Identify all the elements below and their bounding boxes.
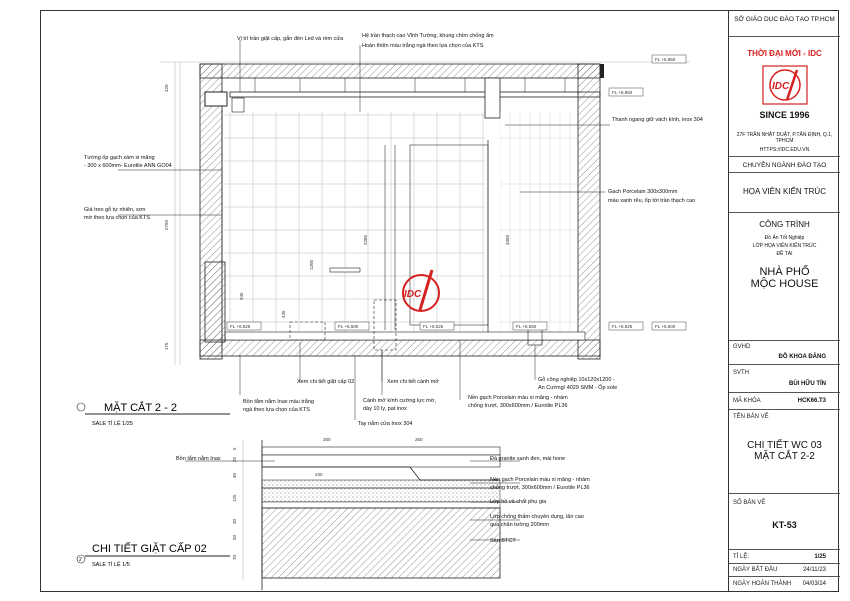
level-label: FL +6.525 [612,324,633,329]
sheet-name-line2: MẶT CẮT 2-2 [754,451,815,462]
gvhd-label: GVHD [733,344,751,350]
address: 27F TRẦN NHẬT DUẬT, P.TÂN ĐỊNH, Q.1, TPHCM [736,132,833,144]
dim-label: 5 [232,447,237,450]
dim-label: 945 [239,292,244,300]
idc-logo-text: IDC [771,81,789,92]
note-ceiling-step: Vị trí trần giật cấp, gắn đèn Led và rèm cửa [237,36,344,42]
detail-title: CHI TIẾT GIẶT CẤP 02 [92,543,207,555]
dim-label: 30 [232,518,237,524]
level-label: FL +6.525 [230,324,251,329]
watermark-logo-text: IDC [404,289,422,300]
detail-note-floor-2: chống trượt, 300x600mm / Eurotile PL36 [490,485,590,491]
since-text: SINCE 1996 [759,110,810,120]
dim-label: 250 [415,437,423,442]
detail-note-waterproof-2: qua chân tường 200mm [490,522,549,528]
topic-line2: MỘC HOUSE [750,278,819,290]
note-shelf-2: mờ theo lựa chọn của KTS [84,215,150,221]
detail-number: 2 [79,557,82,563]
start-label: NGÀY BẮT ĐẦU [733,567,778,573]
note-glass-door-1: Cánh mở kính cường lực mờ, [363,398,436,404]
dim-label: 435 [281,310,286,318]
project-line2: LỚP HỌA VIÊN KIẾN TRÚC [752,243,817,249]
dim-label: 3350 [505,234,510,245]
dim-label: 2750 [164,219,169,230]
section-scale: SALE TỈ LỆ 1/25 [92,421,133,427]
detail-note-floor-1: Nền gạch Porcelain màu xi măng - nhám [490,477,590,483]
note-bathtub-1: Bồn tắm nằm Inax màu trắng [243,399,314,405]
class-label: MÃ KHÓA [733,398,761,404]
note-glass-bar: Thanh ngang giữ vách kính, inox 304 [612,117,703,123]
note-porcelain-1: Gạch Porcelain 300x300mm [608,189,678,195]
level-label: FL +6.525 [423,324,444,329]
note-wood-1: Gỗ công nghiệp 10x120x1200 - [538,377,615,383]
dim-label: 175 [164,342,169,350]
level-label: FL +6.850 [612,90,633,95]
dim-label: 125 [232,494,237,502]
section-title-block [77,403,230,563]
website: HTTPS://IDC.EDU.VN [759,147,810,153]
note-see-door-detail: Xem chi tiết cánh mở [387,379,439,385]
section-title: MẶT CẮT 2 - 2 [104,402,177,414]
detail-note-mortar: Lớp hồ và chất phụ gia [490,499,547,505]
scale-label: TỈ LỆ: [733,554,750,560]
note-glass-door-2: dày 10 ly, pat inox [363,406,407,412]
project-label: CÔNG TRÌNH [759,220,810,229]
dim-label: 250 [323,437,331,442]
dim-label: 2285 [363,234,368,245]
dim-label: 50 [232,534,237,540]
sheet-name-label: TÊN BẢN VẼ [733,414,769,420]
topic-line1: NHÀ PHỐ [759,266,810,278]
dim-label: 70 [232,554,237,560]
title-block [728,10,839,592]
note-wall-tile-2: - 300 x 600mm- Eurotile ANN GO04 [84,163,172,169]
detail-scale: SALE TỈ LỆ 1/5 [92,562,130,568]
dim-label: 25 [232,456,237,462]
dim-label: 420 [164,84,169,92]
gvhd-name: ĐỖ KHOA ĐĂNG [778,354,826,360]
note-handle: Tay nắm cửa Inox 304 [358,421,413,427]
end-date: 04/03/24 [802,581,826,587]
note-bathtub-2: ngà theo lựa chọn của KTS [243,407,310,413]
dim-label: 230 [315,472,323,477]
class-code: HCK66.T3 [797,398,826,404]
note-shelf-1: Giá treo gỗ tự nhiên, sơn [84,207,146,213]
sheet-number: KT-53 [772,520,797,530]
note-floor-1: Nền gạch Porcelain màu xi măng - nhám [468,395,568,401]
detail-note-granite: Đá granite xanh đen, mài hone [490,456,566,462]
svth-label: SVTH [733,370,750,376]
sheet-name-line1: CHI TIẾT WC 03 [747,440,822,451]
detail-note-bathtub: Bồn tắm nằm Inax [176,456,221,462]
note-see-step-detail: Xem chi tiết giặt cấp 02 [297,379,355,385]
note-wood-2: An Cường/ 4029 SMM - Ốp sole [538,385,618,391]
note-wall-tile-1: Tường ốp gạch xám xi măng [84,155,155,161]
program-name: HỌA VIÊN KIẾN TRÚC [743,187,826,196]
detail-note-slab: Sàn BTCT [490,538,516,544]
note-porcelain-2: màu xanh rêu, ốp tới trần thạch cao [608,198,696,204]
dim-label: 1200 [309,259,314,270]
level-label: FL +6.500 [338,324,359,329]
scale-value: 1/25 [814,554,826,560]
idc-logo [755,62,815,108]
dim-label: 40 [232,472,237,478]
detail-note-waterproof-1: Lớp chống thấm chuyên dụng, lăn cao [490,514,584,520]
sheet-no-label: SỐ BẢN VẼ [733,500,766,506]
section-2-2-drawing [118,40,690,420]
logo-area [729,37,840,157]
note-ceiling-system: Hệ trần thạch cao Vĩnh Tường, khung chìm chống ẩm [362,33,494,39]
program-label: CHUYÊN NGÀNH ĐÀO TẠO [742,162,827,169]
topic-label: ĐỀ TÀI [776,251,793,257]
start-date: 24/11/23 [803,567,826,573]
note-floor-2: chống trượt, 300x600mm / Eurotile PL36 [468,403,568,409]
brand-name: THỜI ĐẠI MỚI - IDC [747,49,822,58]
level-label: FL +6.850 [655,57,676,62]
level-label: FL +6.500 [655,324,676,329]
end-label: NGÀY HOÀN THÀNH [733,581,792,587]
level-label: FL +6.550 [516,324,537,329]
svth-name: BÙI HỮU TÍN [789,381,826,387]
note-ceiling-finish: Hoàn thiện màu trắng ngà theo lựa chọn của KTS [362,43,484,49]
org-name: SỞ GIÁO DỤC ĐÀO TẠO TP.HCM [734,16,835,23]
project-line1: Đồ Án Tốt Nghiệp [764,235,805,241]
